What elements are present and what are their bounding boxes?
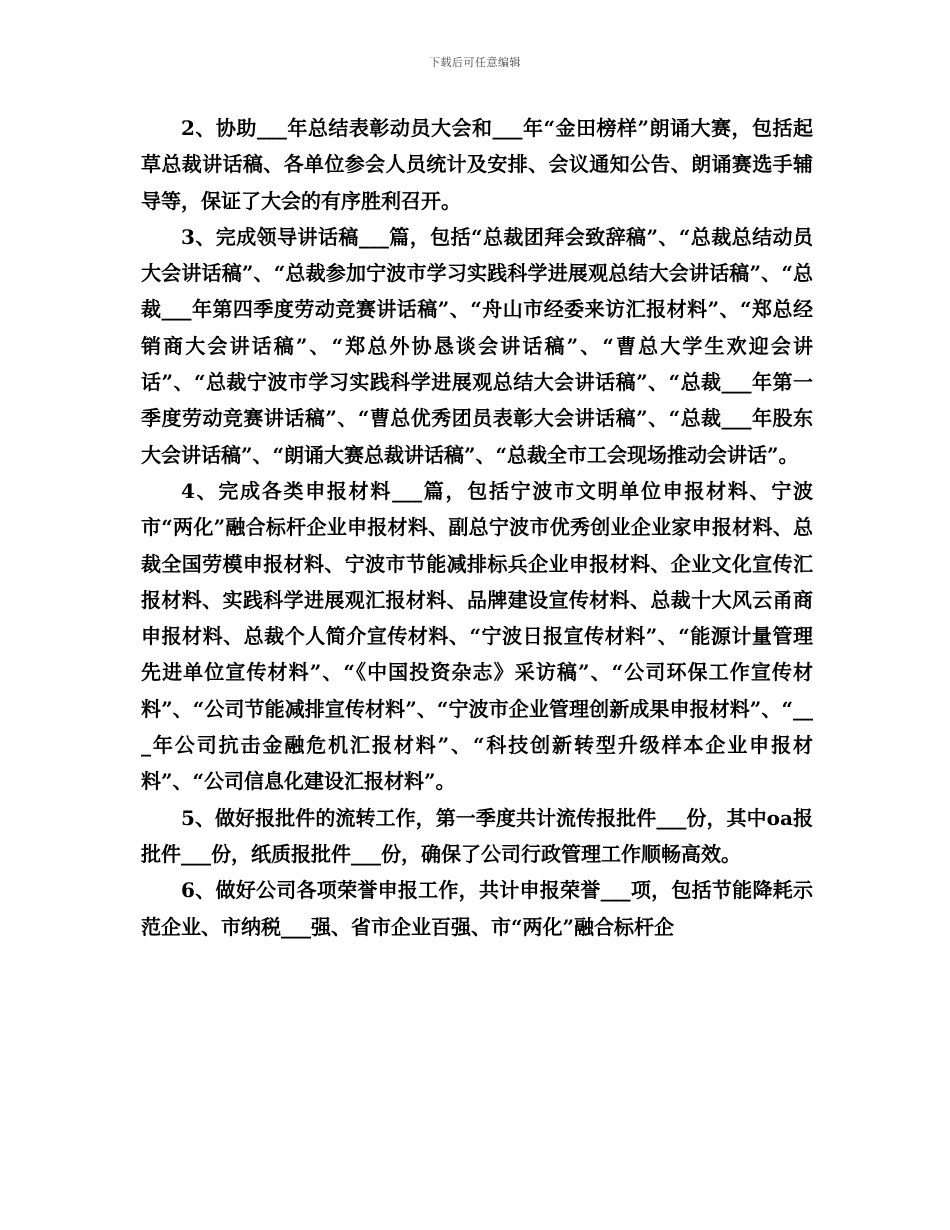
paragraph-4: 4、完成各类申报材料___篇，包括宁波市文明单位申报材料、宁波市“两化”融合标杆企业申报材料、副总宁波市优秀创业企业家申报材料、总裁全国劳模申报材料、宁波市节能减排标兵企业申报材料、企业文化宣传汇报材料、实践科学进展观汇报材料、品牌建设宣传材料、总裁十大风云甬商申报材料、总裁个人简介宣传材料、“宁波日报宣传材料”、“能源计量管理先进单位宣传材料”、“《中国投资杂志》采访稿”、“公司环保工作宣传材料”、“公司节能减排宣传材料”、“宁波市企业管理创新成果申报材料”、“___年公司抗击金融危机汇报材料”、“科技创新转型升级样本企业申报材料”、“公司信息化建设汇报材料”。	[141, 478, 813, 794]
document-body	[141, 110, 813, 945]
page-header: 下载后可任意编辑	[429, 56, 521, 69]
paragraph-3: 3、完成领导讲话稿___篇，包括“总裁团拜会致辞稿”、“总裁总结动员大会讲话稿”、“总裁参加宁波市学习实践科学进展观总结大会讲话稿”、“总裁___年第四季度劳动竞赛讲话稿”、“舟山市经委来访汇报材料”、“郑总经销商大会讲话稿”、“郑总外协恳谈会讲话稿”、“曹总大学生欢迎会讲话”、“总裁宁波市学习实践科学进展观总结大会讲话稿”、“总裁___年第一季度劳动竞赛讲话稿”、“曹总优秀团员表彰大会讲话稿”、“总裁___年股东大会讲话稿”、“朗诵大赛总裁讲话稿”、“总裁全市工会现场推动会讲话”。	[141, 224, 813, 467]
paragraph-5: 5、做好报批件的流转工作，第一季度共计流传报批件___份，其中oa报批件___份，纸质报批件___份，确保了公司行政管理工作顺畅高效。	[141, 805, 813, 866]
paragraph-2: 2、协助___年总结表彰动员大会和___年“金田榜样”朗诵大赛，包括起草总裁讲话稿、各单位参会人员统计及安排、会议通知公告、朗诵赛选手辅导等，保证了大会的有序胜利召开。	[141, 116, 813, 213]
paragraph-6: 6、做好公司各项荣誉申报工作，共计申报荣誉___项，包括节能降耗示范企业、市纳税___强、省市企业百强、市“两化”融合标杆企	[141, 878, 813, 939]
